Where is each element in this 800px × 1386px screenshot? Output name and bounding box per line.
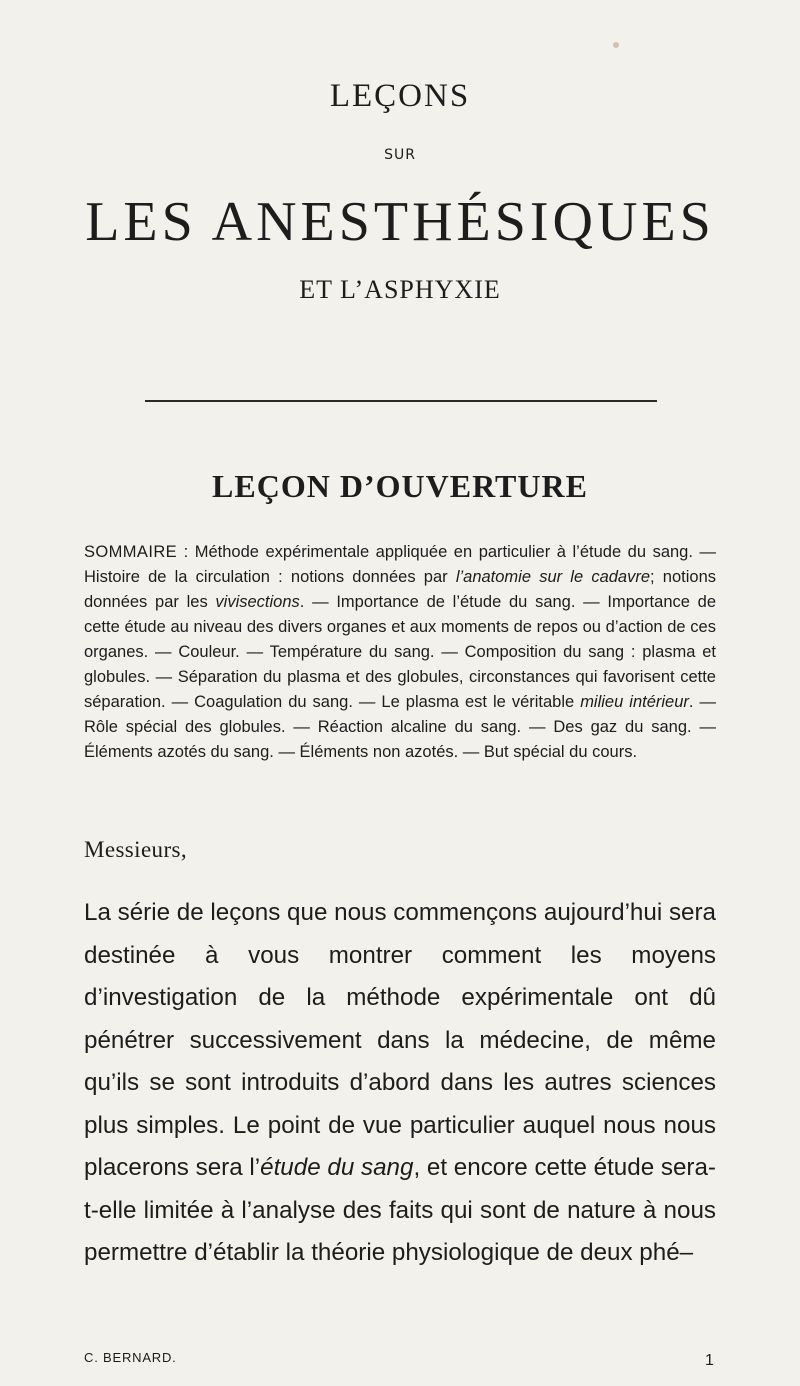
- series-subtitle: SUR: [384, 147, 416, 163]
- summary-text-part-1: : Méthode expérimentale appliquée en particulier à l’étude du sang. — Histoire de la circulation : notions données par: [84, 543, 716, 586]
- main-paragraph-italic: étude du sang: [260, 1154, 414, 1181]
- page-number: 1: [705, 1352, 714, 1369]
- title-divider: [145, 400, 657, 402]
- main-paragraph-part-2: , et encore cette étude sera-t-elle limitée à l’analyse des faits qui sont de nature à nous permettre d’établir la théorie physiologique de deux phé–: [84, 1154, 716, 1266]
- main-title: LES ANESTHÉSIQUES: [85, 191, 715, 253]
- paper-mark: [613, 42, 619, 48]
- summary-text-part-4: . — Rôle spécial des globules. — Réaction alcaline du sang. — Des gaz du sang. — Éléments azotés du sang. — Éléments non azotés. — But spécial du cours.: [84, 693, 716, 761]
- summary-italic-part-3: milieu intérieur: [580, 693, 689, 711]
- lesson-title: LEÇON D’OUVERTURE: [212, 468, 588, 504]
- main-paragraph-part-1: La série de leçons que nous commençons aujourd’hui sera destinée à vous montrer comment les moyens d’investigation de la méthode expérimentale ont dû pénétrer successivement dans la médecine, de même qu’ils se sont introduits d’abord dans les autres sciences plus simples. Le point de vue particulier auquel nous nous placerons sera l’: [84, 899, 716, 1181]
- summary-block: [84, 540, 716, 765]
- summary-label: SOMMAIRE: [84, 543, 178, 561]
- summary-italic-part-2: vivisections: [215, 593, 300, 611]
- summary-italic-part-1: l’anatomie sur le cadavre: [455, 568, 651, 586]
- summary-text-part-3: . — Importance de l’étude du sang. — Importance de cette étude au niveau des divers organes et aux moments de repos ou d’action de ces organes. — Couleur. — Température du sang. — Composition du sang : plasma et globules. — Séparation du plasma et des globules, circonstances qui favorisent cette séparation. — Coagulation du sang. — Le plasma est le véritable: [84, 593, 716, 711]
- summary-text-part-2: ; notions données par les: [84, 568, 717, 611]
- main-paragraph: [84, 892, 716, 1275]
- secondary-title: ET L’ASPHYXIE: [299, 275, 501, 304]
- signature-mark: C. BERNARD.: [84, 1350, 177, 1365]
- series-title: LEÇONS: [329, 78, 471, 114]
- salutation: Messieurs,: [84, 837, 188, 862]
